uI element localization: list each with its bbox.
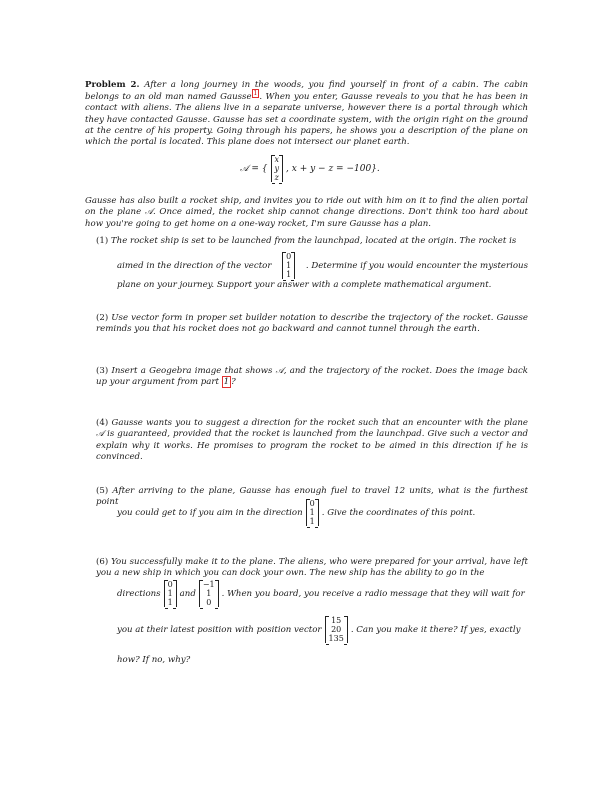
plane-set-equation [240,155,380,182]
direction-vector-a [164,580,177,607]
vector-entry: 0 [286,252,292,261]
vector-entry: 1 [286,270,292,279]
item-number: (3) [96,366,109,376]
item-text: Use vector form in proper set builder notation to describe the trajectory of the rocket. Gausse reminds you that his rocket does not go backward and cannot tunnel through the earth. [96,313,528,335]
vector-entry: 1 [167,589,173,598]
item-3 [96,366,528,389]
direction-vector [282,252,295,279]
item-number: (1) [96,236,109,246]
vector-entry: y [274,164,280,173]
vector-entry: x [274,155,280,164]
set-vector [271,155,284,182]
item-text: and [179,588,196,599]
part-reference-link[interactable]: 1 [223,377,230,388]
item-2 [96,313,528,336]
vector-entry: 1 [309,508,315,517]
item-text: Gausse wants you to suggest a direction for the rocket such that an encounter with the plane 𝒜 is guaranteed, provided that the rocket is launched from the launchpad. Give such a vector and explain why it works. He promises to program the rocket to be aimed in this direction if he is convinced. [96,418,528,462]
footnote-link[interactable]: 1 [253,90,258,98]
item-text: aimed in the direction of the vector [117,260,272,271]
item-text: you at their latest position with position vector [117,624,322,635]
item-6-last-line: how? If no, why? [117,655,191,665]
item-4 [96,418,528,463]
item-text: you could get to if you aim in the direction [117,507,303,518]
direction-vector-b [199,580,219,607]
vector-entry: z [274,173,279,182]
problem-intro [85,80,528,149]
item-text: After arriving to the plane, Gausse has enough fuel to travel 12 units, what is the furthest point [96,486,529,508]
intro-text-post: . When you enter, Gausse reveals to you that he has been in contact with aliens. The aliens live in a separate universe, however there is a portal through which they have contacted Gausse. Gausse has set a coordinate system, with the origin right on the ground at the centre of his property. Going through his papers, he shows you a description of the plane on which the portal is located. This plane does not intersect our planet earth. [85,92,528,148]
item-text: directions [117,588,161,599]
item-6-position-line [117,616,520,643]
vector-entry: −1 [202,580,215,589]
problem-heading: Problem 2. [85,80,140,90]
item-text: Insert a Geogebra image that shows 𝒜, and the trajectory of the rocket. Does the image back up your argument from part [96,366,528,388]
position-vector [325,616,348,643]
item-text: The rocket ship is set to be launched from the launchpad, located at the origin. The rocket is [110,236,517,246]
vector-entry: 1 [286,261,292,270]
vector-entry: 0 [206,598,212,607]
item-number: (2) [96,313,109,323]
item-text: . When you board, you receive a radio message that they will wait for [221,588,525,599]
item-text: . Determine if you would encounter the mysterious [305,260,528,271]
problem-paragraph-2: Gausse has also built a rocket ship, and invites you to ride out with him on it to find the alien portal on the plane 𝒜. Once aimed, the rocket ship cannot change directions. Don't think too hard about how you're going to get home on a one-way rocket, I'm sure Gausse has a plan. [85,196,528,229]
item-6-vectors-line [117,580,525,607]
item-1-vector-line [117,252,528,279]
item-number: (4) [96,418,109,428]
vector-entry: 135 [328,634,344,643]
item-text: ? [231,377,236,388]
vector-entry: 1 [309,517,315,526]
direction-vector [306,499,319,526]
set-rhs: , x + y − z = −100}. [286,163,380,174]
vector-entry: 1 [206,589,212,598]
item-text: . Give the coordinates of this point. [321,507,476,518]
vector-entry: 0 [309,499,315,508]
item-1-line1 [96,236,528,247]
vector-entry: 1 [167,598,173,607]
item-number: (5) [96,486,109,496]
item-text: . Can you make it there? If yes, exactly [350,624,521,635]
item-5-vector-line [117,499,475,526]
vector-entry: 20 [331,625,342,634]
vector-entry: 0 [167,580,173,589]
item-number: (6) [96,557,109,567]
set-lhs: 𝒜 = { [240,163,268,174]
intro-text-pre: After a long journey in the woods, you find yourself in front of a cabin. The cabin belongs to an old man named Gausse [85,80,529,103]
vector-entry: 15 [331,616,342,625]
item-6-line1 [96,557,528,580]
item-text: You successfully make it to the plane. The aliens, who were prepared for your arrival, have left you a new ship in which you can dock your own. The new ship has the ability to go in the [96,557,529,579]
item-1-line3: plane on your journey. Support your answer with a complete mathematical argument. [117,280,492,290]
